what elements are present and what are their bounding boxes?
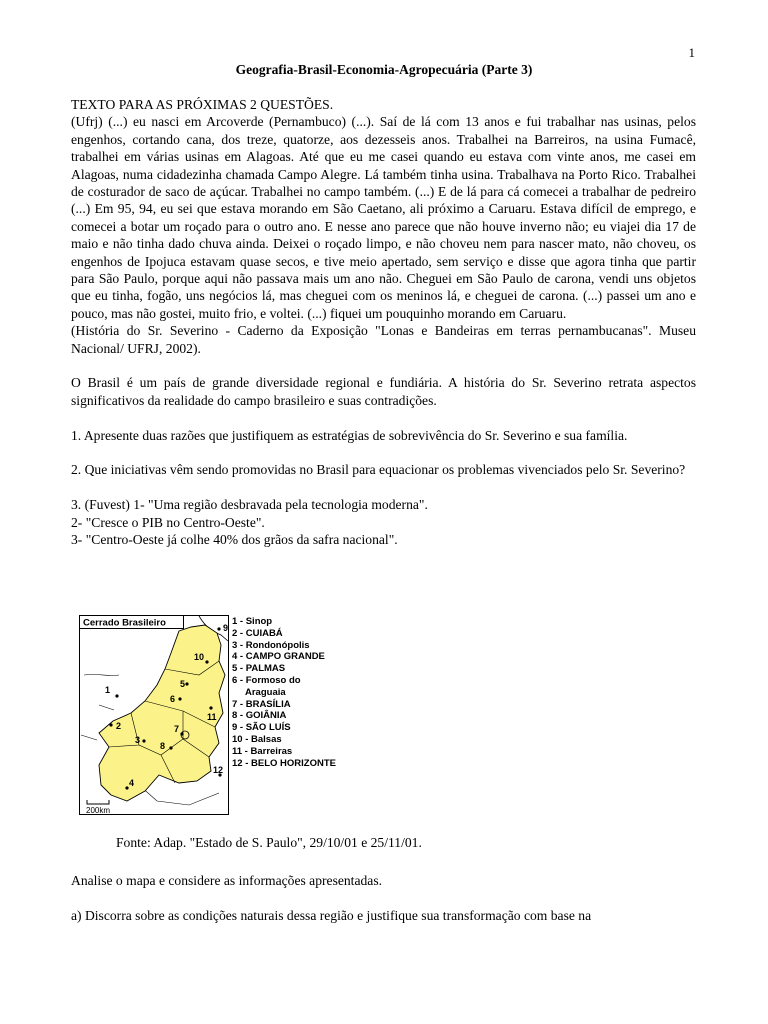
map-title: Cerrado Brasileiro [83, 617, 166, 629]
legend-item: 9 - SÃO LUÍS [232, 722, 291, 734]
document-tail [71, 872, 696, 924]
point-7-label: 7 [174, 724, 180, 734]
point-9-label: 9 [223, 623, 229, 633]
legend-item: 2 - CUIABÁ [232, 627, 283, 639]
document-body [71, 96, 696, 549]
legend-item: 12 - BELO HORIZONTE [232, 757, 336, 769]
point-9 [217, 627, 220, 630]
item-a: a) Discorra sobre as condições naturais dessa região e justifique sua transformação com base na [71, 907, 592, 923]
point-8 [169, 746, 172, 749]
point-1 [115, 694, 118, 697]
point-6-label: 6 [170, 694, 176, 704]
legend-item: 10 - Balsas [232, 733, 282, 745]
point-3 [142, 739, 145, 742]
scale-label: 200km [86, 806, 111, 815]
source-citation: (História do Sr. Severino - Caderno da Exposição "Lonas e Bandeiras em terras pernambucanas". Museu Nacional/ UFRJ, 2002). [71, 323, 696, 356]
point-2-label: 2 [116, 721, 122, 731]
point-10 [205, 660, 208, 663]
legend-item: 3 - Rondonópolis [232, 639, 310, 651]
point-3-label: 3 [135, 735, 141, 745]
instruction: Analise o mapa e considere as informações apresentadas. [71, 873, 383, 888]
question-1: 1. Apresente duas razões que justifiquem as estratégias de sobrevivência do Sr. Severino e sua família. [71, 427, 628, 443]
map-source: Fonte: Adap. "Estado de S. Paulo", 29/10/01 e 25/11/01. [116, 835, 422, 850]
point-11-label: 11 [207, 712, 217, 722]
passage-text: (Ufrj) (...) eu nasci em Arcoverde (Pernambuco) (...). Saí de lá com 13 anos e fui trabalhar nas usinas, pelos engenhos, cortando cana, dos treze, quatorze, aos dezesseis anos. Trabalhei na Barreiros, na usina Fumacê, trabalhei em várias usinas em Alagoas. Até que eu me casei quando eu estava com vinte anos, me casei em Alagoas, numa cidadezinha chamada Campo Alegre. Lá também tinha usina. Trabalhava na Porto Rico. Trabalhei de costurador de saco de açúcar. Trabalhei no campo também. (...) E de lá para cá comecei a trabalhar de pedreiro (...) Em 95, 94, eu sei que estava morando em São Caetano, ali próximo a Caruaru. Estava difícil de emprego, e comecei a botar um roçado para o outro ano. E nesse ano parece que não houve inverno não; eu viajei dia 17 de maio e não tinha dado chuva ainda. Deixei o roçado limpo, e não choveu nem para nascer mato, não choveu, os engenhos de Ipojuca estavam quase secos, e tive meio apertado, sem serviço e disse que agora tinha que partir para São Paulo, porque aqui não passava mais um ano não. Cheguei em São Paulo de carona, vendi uns objetos que eu tinha, fogão, uns negócios lá, mas cheguei com os meninos lá, e cheguei de carona. (...) passei um ano e pouco, mas não gostei, muito frio, e voltei. (...) fiquei um pouquinho morando em Caruaru. [71, 114, 696, 321]
question-3-line-1: 3. (Fuvest) 1- "Uma região desbravada pela tecnologia moderna". [71, 497, 428, 513]
question-3-line-3: 3- "Centro-Oeste já colhe 40% dos grãos da safra nacional". [71, 532, 398, 548]
question-2: 2. Que iniciativas vêm sendo promovidas no Brasil para equacionar os problemas vivenciados pelo Sr. Severino? [71, 462, 686, 478]
section-heading: TEXTO PARA AS PRÓXIMAS 2 QUESTÕES. [71, 97, 334, 112]
page-number: 1 [688, 45, 695, 60]
intro-paragraph: O Brasil é um país de grande diversidade regional e fundiária. A história do Sr. Severino retrata aspectos significativos da realidade do campo brasileiro e suas contradições. [71, 375, 696, 408]
legend-item: 5 - PALMAS [232, 663, 286, 675]
map-legend [232, 616, 336, 769]
legend-item: 1 - Sinop [232, 616, 273, 627]
legend-item: 4 - CAMPO GRANDE [232, 651, 325, 663]
legend-item: Araguaia [245, 686, 286, 698]
point-5 [185, 682, 188, 685]
question-3-line-2: 2- "Cresce o PIB no Centro-Oeste". [71, 514, 265, 530]
page-title: Geografia-Brasil-Economia-Agropecuária (Parte 3) [235, 62, 533, 77]
legend-item: 7 - BRASÍLIA [232, 698, 291, 710]
point-2 [109, 723, 112, 726]
legend-item: 8 - GOIÂNIA [232, 710, 287, 722]
point-5-label: 5 [180, 679, 186, 689]
point-12-label: 12 [213, 765, 224, 775]
point-8-label: 8 [160, 741, 166, 751]
point-1-label: 1 [105, 685, 111, 695]
cerrado-map [79, 615, 229, 815]
legend-item: 6 - Formoso do [232, 674, 301, 686]
point-10-label: 10 [194, 652, 205, 662]
point-6 [178, 697, 181, 700]
point-11 [209, 706, 212, 709]
legend-item: 11 - Barreiras [232, 745, 293, 757]
point-4-label: 4 [129, 778, 135, 788]
